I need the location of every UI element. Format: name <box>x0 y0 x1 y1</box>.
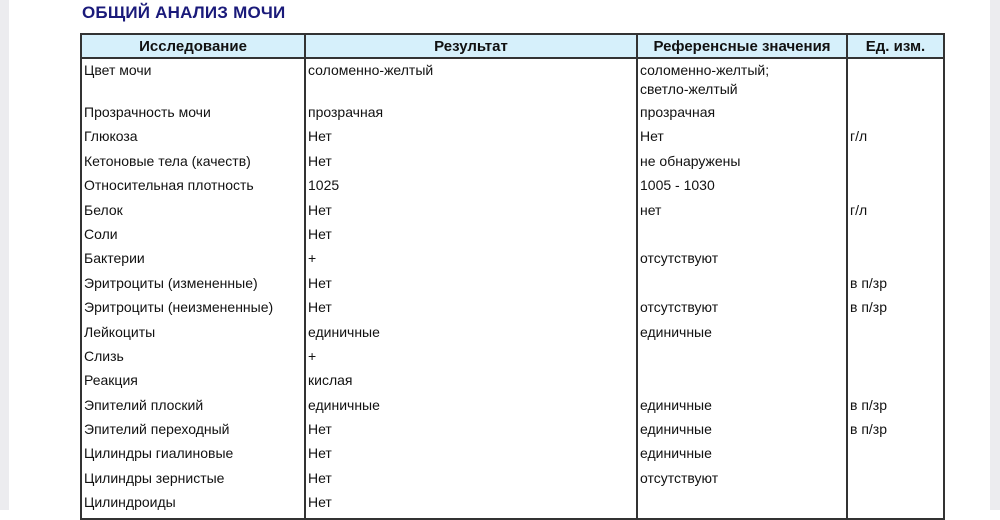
cell-reference: единичные <box>637 444 847 468</box>
table-row <box>81 274 944 298</box>
cell-result: единичные <box>305 396 637 420</box>
cell-reference: 1005 - 1030 <box>637 176 847 200</box>
cell-result: Нет <box>305 298 637 322</box>
cell-test: Эритроциты (измененные) <box>81 274 305 298</box>
cell-test: Лейкоциты <box>81 323 305 347</box>
table-row <box>81 420 944 444</box>
cell-test: Относительная плотность <box>81 176 305 200</box>
cell-reference <box>637 225 847 249</box>
cell-reference: нет <box>637 201 847 225</box>
table-row <box>81 444 944 468</box>
document-title: ОБЩИЙ АНАЛИЗ МОЧИ <box>82 3 286 22</box>
cell-result: Нет <box>305 444 637 468</box>
table-row <box>81 298 944 322</box>
table-body <box>81 58 944 519</box>
cell-test: Глюкоза <box>81 127 305 151</box>
cell-test: Цилиндроиды <box>81 493 305 518</box>
left-margin <box>0 0 9 510</box>
cell-result: соломенно-желтый <box>305 58 637 103</box>
table-row <box>81 469 944 493</box>
cell-unit <box>847 444 944 468</box>
cell-test: Прозрачность мочи <box>81 103 305 127</box>
cell-test: Эритроциты (неизмененные) <box>81 298 305 322</box>
cell-unit <box>847 347 944 371</box>
cell-unit <box>847 249 944 273</box>
cell-result: + <box>305 249 637 273</box>
cell-test: Слизь <box>81 347 305 371</box>
cell-result: + <box>305 347 637 371</box>
cell-result: 1025 <box>305 176 637 200</box>
cell-reference: не обнаружены <box>637 152 847 176</box>
cell-result: Нет <box>305 469 637 493</box>
cell-reference: отсутствуют <box>637 298 847 322</box>
cell-result: кислая <box>305 371 637 395</box>
table-row <box>81 103 944 127</box>
cell-unit <box>847 225 944 249</box>
table-row <box>81 176 944 200</box>
cell-result: Нет <box>305 420 637 444</box>
cell-test: Эпителий переходный <box>81 420 305 444</box>
cell-result: Нет <box>305 201 637 225</box>
cell-reference <box>637 274 847 298</box>
cell-unit <box>847 323 944 347</box>
header-reference: Референсные значения <box>637 34 847 58</box>
table-row <box>81 347 944 371</box>
cell-reference: единичные <box>637 396 847 420</box>
cell-reference <box>637 347 847 371</box>
cell-reference <box>637 371 847 395</box>
table-row <box>81 493 944 518</box>
cell-test: Бактерии <box>81 249 305 273</box>
cell-unit: в п/зр <box>847 396 944 420</box>
cell-unit: в п/зр <box>847 420 944 444</box>
cell-reference <box>637 58 847 103</box>
cell-reference: единичные <box>637 323 847 347</box>
cell-result: Нет <box>305 127 637 151</box>
cell-result: Нет <box>305 225 637 249</box>
table-row <box>81 152 944 176</box>
table-header-row <box>81 34 944 58</box>
cell-result: Нет <box>305 493 637 518</box>
cell-result: прозрачная <box>305 103 637 127</box>
cell-reference: единичные <box>637 420 847 444</box>
cell-unit: г/л <box>847 127 944 151</box>
cell-reference: прозрачная <box>637 103 847 127</box>
cell-test: Реакция <box>81 371 305 395</box>
table-row <box>81 323 944 347</box>
cell-test: Белок <box>81 201 305 225</box>
reference-line-1: соломенно-желтый; <box>640 62 770 78</box>
cell-test: Соли <box>81 225 305 249</box>
cell-unit <box>847 103 944 127</box>
cell-unit <box>847 176 944 200</box>
cell-unit <box>847 58 944 103</box>
reference-line-2: светло-желтый <box>640 81 738 97</box>
table-row <box>81 249 944 273</box>
cell-reference <box>637 493 847 518</box>
cell-unit: в п/зр <box>847 298 944 322</box>
cell-test: Цилиндры гиалиновые <box>81 444 305 468</box>
header-test: Исследование <box>81 34 305 58</box>
cell-unit <box>847 493 944 518</box>
table-row <box>81 396 944 420</box>
cell-unit: г/л <box>847 201 944 225</box>
cell-test: Цвет мочи <box>81 58 305 103</box>
cell-test: Эпителий плоский <box>81 396 305 420</box>
table-row <box>81 371 944 395</box>
cell-unit <box>847 469 944 493</box>
header-unit: Ед. изм. <box>847 34 944 58</box>
urinalysis-table <box>80 33 945 520</box>
table-row <box>81 225 944 249</box>
table-row <box>81 127 944 151</box>
cell-reference: отсутствуют <box>637 249 847 273</box>
cell-result: Нет <box>305 274 637 298</box>
cell-test: Кетоновые тела (качеств) <box>81 152 305 176</box>
cell-unit <box>847 152 944 176</box>
cell-unit: в п/зр <box>847 274 944 298</box>
header-result: Результат <box>305 34 637 58</box>
table-row <box>81 58 944 103</box>
cell-result: единичные <box>305 323 637 347</box>
cell-unit <box>847 371 944 395</box>
cell-reference: отсутствуют <box>637 469 847 493</box>
right-scrollbar-track[interactable] <box>990 0 1000 510</box>
table-row <box>81 201 944 225</box>
cell-test: Цилиндры зернистые <box>81 469 305 493</box>
cell-result: Нет <box>305 152 637 176</box>
cell-reference: Нет <box>637 127 847 151</box>
